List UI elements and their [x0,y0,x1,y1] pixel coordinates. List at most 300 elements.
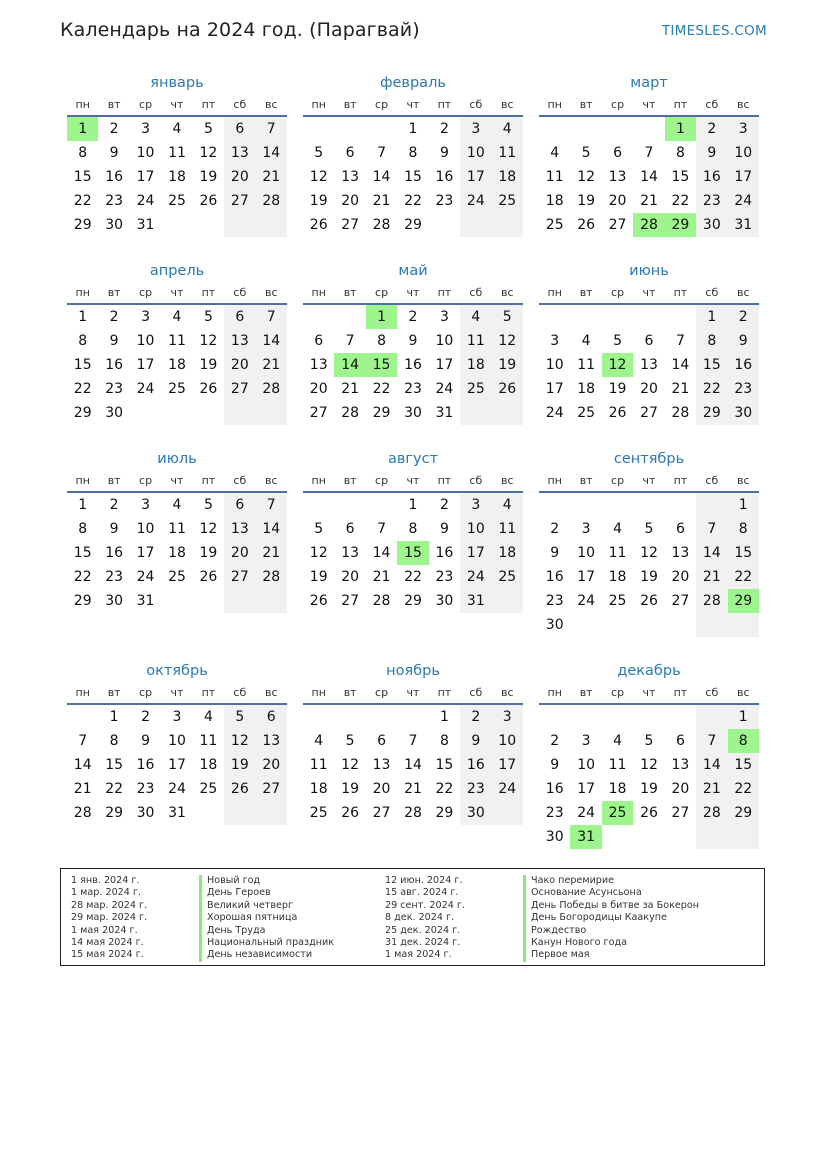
day-cell: 27 [224,565,255,589]
day-cell: 2 [109,121,119,137]
day-cell: 20 [640,381,658,397]
day-cell: 31 [728,213,759,237]
day-cell: 5 [314,145,324,161]
brand-link[interactable]: TIMESLES.COM [661,23,767,39]
day-cell: 30 [696,213,727,237]
month-5 [303,260,523,425]
day-cell: 1 [665,116,696,141]
day-cell: 9 [550,757,560,773]
day-cell: 5 [345,733,355,749]
day-cell: 10 [577,757,596,773]
day-cell: 26 [492,377,523,401]
day-cell: 25 [492,565,523,589]
legend-holiday-name: Новый год [199,875,334,887]
day-cell: 12 [199,333,218,349]
weekday-header: вт [570,682,601,704]
day-cell: 10 [460,517,491,541]
weekday-header: вт [98,470,129,492]
day-cell: 3 [581,521,591,537]
empty-cell [193,401,224,425]
day-cell: 22 [671,193,690,209]
day-cell: 29 [73,405,92,421]
day-cell: 11 [168,521,186,537]
day-cell: 3 [141,121,151,137]
day-cell: 5 [492,304,523,329]
day-cell: 25 [168,381,186,397]
day-cell: 17 [136,169,155,185]
weekday-header: чт [161,94,192,116]
day-cell: 3 [460,116,491,141]
weekday-header: вт [98,282,129,304]
weekday-header: чт [633,94,664,116]
day-cell: 11 [608,545,627,561]
day-cell: 9 [109,521,119,537]
day-cell: 29 [665,213,696,237]
weekday-header: сб [224,470,255,492]
day-cell: 8 [408,145,418,161]
day-cell: 23 [460,777,491,801]
day-cell: 18 [460,353,491,377]
day-cell: 31 [168,805,186,821]
legend-names-right [523,875,699,962]
day-cell: 1 [408,497,418,513]
day-cell: 3 [141,309,151,325]
day-cell: 13 [224,329,255,353]
day-cell: 12 [577,169,596,185]
day-cell: 10 [728,141,759,165]
empty-cell [665,492,696,517]
empty-cell [303,116,334,141]
empty-cell [492,213,523,237]
day-cell: 26 [608,405,627,421]
day-cell: 14 [671,357,690,373]
day-cell: 6 [377,733,387,749]
weekday-header: пн [303,282,334,304]
legend-holiday-name: Хорошая пятница [199,912,334,924]
day-cell: 13 [341,545,360,561]
day-cell: 14 [696,541,727,565]
day-cell: 15 [73,357,92,373]
day-cell: 9 [550,545,560,561]
weekday-header: ср [366,94,397,116]
month-6 [539,260,759,425]
day-cell: 16 [545,781,564,797]
empty-cell [696,825,727,849]
day-cell: 21 [256,541,287,565]
day-cell: 27 [671,593,690,609]
day-cell: 4 [581,333,591,349]
day-cell: 24 [460,189,491,213]
day-cell: 17 [492,753,523,777]
day-cell: 14 [256,517,287,541]
day-cell: 21 [696,777,727,801]
weekday-header: пт [429,682,460,704]
weekday-header: ср [366,470,397,492]
day-cell: 7 [644,145,654,161]
legend-holiday-date: 15 мая 2024 г. [71,949,144,961]
day-cell: 6 [314,333,324,349]
weekday-header: пн [539,282,570,304]
day-cell: 1 [728,492,759,517]
day-cell: 22 [404,569,422,585]
day-cell: 16 [435,545,454,561]
legend-holiday-date: 8 дек. 2024 г. [385,912,455,924]
day-cell: 23 [435,569,454,585]
weekday-header: вс [256,94,287,116]
day-cell: 26 [199,381,218,397]
weekday-header: сб [224,282,255,304]
empty-cell [633,825,664,849]
day-cell: 28 [633,213,664,237]
day-cell: 30 [728,401,759,425]
holiday-legend [60,868,765,966]
month-2 [303,72,523,237]
empty-cell [67,704,98,729]
day-cell: 4 [172,121,182,137]
empty-cell [539,304,570,329]
empty-cell [334,116,365,141]
day-cell: 2 [460,704,491,729]
weekday-header: чт [397,94,428,116]
day-cell: 8 [696,329,727,353]
day-cell: 6 [224,116,255,141]
day-cell: 15 [435,757,454,773]
weekday-header: чт [397,682,428,704]
weekday-header: пн [303,94,334,116]
day-cell: 22 [435,781,454,797]
weekday-header: сб [460,282,491,304]
day-cell: 2 [728,304,759,329]
day-cell: 12 [640,545,658,561]
day-cell: 6 [675,733,685,749]
day-cell: 28 [256,189,287,213]
legend-holiday-name: День Труда [199,925,334,937]
day-cell: 11 [577,357,596,373]
legend-holiday-name: Основание Асунсьона [523,887,699,899]
day-cell: 13 [372,757,391,773]
day-cell: 20 [341,193,360,209]
day-cell: 17 [545,381,564,397]
weekday-header: вс [492,282,523,304]
day-cell: 14 [256,141,287,165]
month-4 [67,260,287,425]
day-cell: 28 [696,589,727,613]
day-cell: 13 [640,357,658,373]
day-cell: 5 [203,309,213,325]
day-cell: 23 [696,189,727,213]
legend-dates-right [385,875,465,962]
day-cell: 27 [224,377,255,401]
weekday-header: пн [67,470,98,492]
day-cell: 29 [404,217,422,233]
weekday-header: ср [602,282,633,304]
weekday-header: вс [728,682,759,704]
day-cell: 12 [199,145,218,161]
empty-cell [366,492,397,517]
day-cell: 27 [640,405,658,421]
weekday-header: сб [696,470,727,492]
legend-names-left [199,875,334,962]
day-cell: 8 [78,145,88,161]
weekday-header: сб [460,94,491,116]
empty-cell [256,213,287,237]
day-cell: 19 [309,569,328,585]
weekday-header: пн [303,682,334,704]
day-cell: 11 [168,333,186,349]
day-cell: 1 [696,304,727,329]
day-cell: 26 [640,805,658,821]
weekday-header: ср [130,682,161,704]
day-cell: 5 [203,497,213,513]
day-cell: 20 [224,353,255,377]
month-name: август [387,451,439,467]
day-cell: 11 [168,145,186,161]
day-cell: 26 [577,217,596,233]
day-cell: 23 [435,193,454,209]
weekday-header: пт [665,682,696,704]
day-cell: 28 [256,377,287,401]
legend-holiday-date: 31 дек. 2024 г. [385,936,461,948]
day-cell: 9 [141,733,151,749]
weekday-header: вс [256,470,287,492]
legend-holiday-date: 12 июн. 2024 г. [385,875,463,886]
day-cell: 25 [309,805,328,821]
day-cell: 28 [73,805,92,821]
month-12 [539,660,759,849]
day-cell: 16 [545,569,564,585]
day-cell: 24 [435,381,454,397]
day-cell: 12 [341,757,360,773]
weekday-header: чт [161,282,192,304]
day-cell: 16 [696,165,727,189]
day-cell: 14 [73,757,92,773]
day-cell: 1 [366,304,397,329]
day-cell: 20 [341,569,360,585]
day-cell: 24 [577,593,596,609]
month-name: сентябрь [613,451,685,467]
day-cell: 12 [309,169,328,185]
day-cell: 26 [309,217,328,233]
day-cell: 10 [435,333,454,349]
empty-cell [570,492,601,517]
day-cell: 15 [671,169,690,185]
day-cell: 21 [696,565,727,589]
day-cell: 20 [256,753,287,777]
day-cell: 5 [644,733,654,749]
day-cell: 8 [439,733,449,749]
day-cell: 13 [671,757,690,773]
empty-cell [193,801,224,825]
day-cell: 25 [545,217,564,233]
empty-cell [334,704,365,729]
weekday-header: пт [429,282,460,304]
day-cell: 16 [404,357,422,373]
empty-cell [256,589,287,613]
month-11 [303,660,523,825]
empty-cell [570,116,601,141]
day-cell: 1 [109,709,119,725]
day-cell: 9 [109,333,119,349]
day-cell: 24 [460,565,491,589]
day-cell: 2 [550,521,560,537]
weekday-header: пт [193,470,224,492]
day-cell: 28 [696,801,727,825]
month-name: октябрь [146,663,208,679]
day-cell: 18 [608,569,627,585]
day-cell: 10 [492,729,523,753]
day-cell: 1 [728,704,759,729]
month-7 [67,448,287,613]
empty-cell [161,401,192,425]
day-cell: 28 [256,565,287,589]
day-cell: 26 [309,593,328,609]
day-cell: 15 [696,353,727,377]
month-3 [539,72,759,237]
legend-holiday-date: 29 мар. 2024 г. [71,912,148,924]
day-cell: 30 [105,217,124,233]
empty-cell [570,304,601,329]
day-cell: 28 [671,405,690,421]
weekday-header: ср [366,282,397,304]
weekday-header: чт [633,682,664,704]
day-cell: 26 [341,805,360,821]
day-cell: 16 [728,353,759,377]
empty-cell [492,401,523,425]
day-cell: 19 [492,353,523,377]
day-cell: 19 [309,193,328,209]
empty-cell [397,704,428,729]
day-cell: 13 [608,169,627,185]
day-cell: 25 [577,405,596,421]
day-cell: 11 [199,733,218,749]
month-name: февраль [380,75,446,91]
day-cell: 4 [460,304,491,329]
empty-cell [224,801,255,825]
day-cell: 15 [105,757,124,773]
day-cell: 18 [545,193,564,209]
day-cell: 16 [105,169,124,185]
weekday-header: вт [570,282,601,304]
day-cell: 11 [492,517,523,541]
day-cell: 23 [728,377,759,401]
month-name: ноябрь [386,663,440,679]
day-cell: 12 [602,353,633,377]
day-cell: 4 [314,733,324,749]
empty-cell [633,304,664,329]
legend-holiday-date: 1 янв. 2024 г. [71,875,140,886]
day-cell: 26 [199,193,218,209]
day-cell: 10 [460,141,491,165]
day-cell: 8 [78,333,88,349]
day-cell: 9 [408,333,418,349]
day-cell: 4 [492,492,523,517]
day-cell: 21 [671,381,690,397]
day-cell: 7 [675,333,685,349]
day-cell: 31 [570,825,601,849]
day-cell: 28 [341,405,360,421]
day-cell: 24 [136,193,155,209]
legend-holiday-name: День независимости [199,949,334,961]
day-cell: 9 [696,141,727,165]
weekday-header: пт [665,470,696,492]
day-cell: 19 [640,569,658,585]
weekday-header: вт [570,470,601,492]
day-cell: 13 [224,141,255,165]
day-cell: 25 [168,193,186,209]
day-cell: 17 [577,781,596,797]
day-cell: 15 [73,169,92,185]
weekday-header: пт [665,94,696,116]
day-cell: 7 [377,145,387,161]
legend-holiday-name: День Победы в битве за Бокерон [523,900,699,912]
day-cell: 14 [372,169,391,185]
empty-cell [193,589,224,613]
day-cell: 10 [136,145,155,161]
empty-cell [429,213,460,237]
day-cell: 17 [168,757,186,773]
month-name: май [398,263,428,279]
day-cell: 29 [372,405,391,421]
day-cell: 8 [377,333,387,349]
day-cell: 3 [439,309,449,325]
weekday-header: вт [334,682,365,704]
day-cell: 11 [608,757,627,773]
day-cell: 28 [372,593,391,609]
day-cell: 9 [439,521,449,537]
day-cell: 23 [136,781,155,797]
day-cell: 23 [404,381,422,397]
day-cell: 17 [136,357,155,373]
day-cell: 29 [105,805,124,821]
weekday-header: пн [67,282,98,304]
weekday-header: ср [602,94,633,116]
day-cell: 23 [545,593,564,609]
weekday-header: вс [256,682,287,704]
empty-cell [728,825,759,849]
weekday-header: сб [224,682,255,704]
weekday-header: чт [397,470,428,492]
day-cell: 8 [728,517,759,541]
day-cell: 15 [73,545,92,561]
day-cell: 18 [168,169,186,185]
day-cell: 15 [397,541,428,565]
empty-cell [224,589,255,613]
day-cell: 21 [640,193,658,209]
day-cell: 2 [439,497,449,513]
day-cell: 8 [109,733,119,749]
day-cell: 16 [435,169,454,185]
day-cell: 26 [199,569,218,585]
day-cell: 22 [73,381,92,397]
day-cell: 30 [404,405,422,421]
day-cell: 1 [439,709,449,725]
day-cell: 25 [168,569,186,585]
day-cell: 7 [696,517,727,541]
day-cell: 27 [671,805,690,821]
weekday-header: вс [492,470,523,492]
day-cell: 7 [78,733,88,749]
day-cell: 24 [545,405,564,421]
day-cell: 5 [644,521,654,537]
empty-cell [256,401,287,425]
day-cell: 7 [377,521,387,537]
day-cell: 5 [203,121,213,137]
day-cell: 23 [105,381,124,397]
day-cell: 3 [172,709,182,725]
day-cell: 18 [608,781,627,797]
weekday-header: вс [728,282,759,304]
weekday-header: ср [366,682,397,704]
